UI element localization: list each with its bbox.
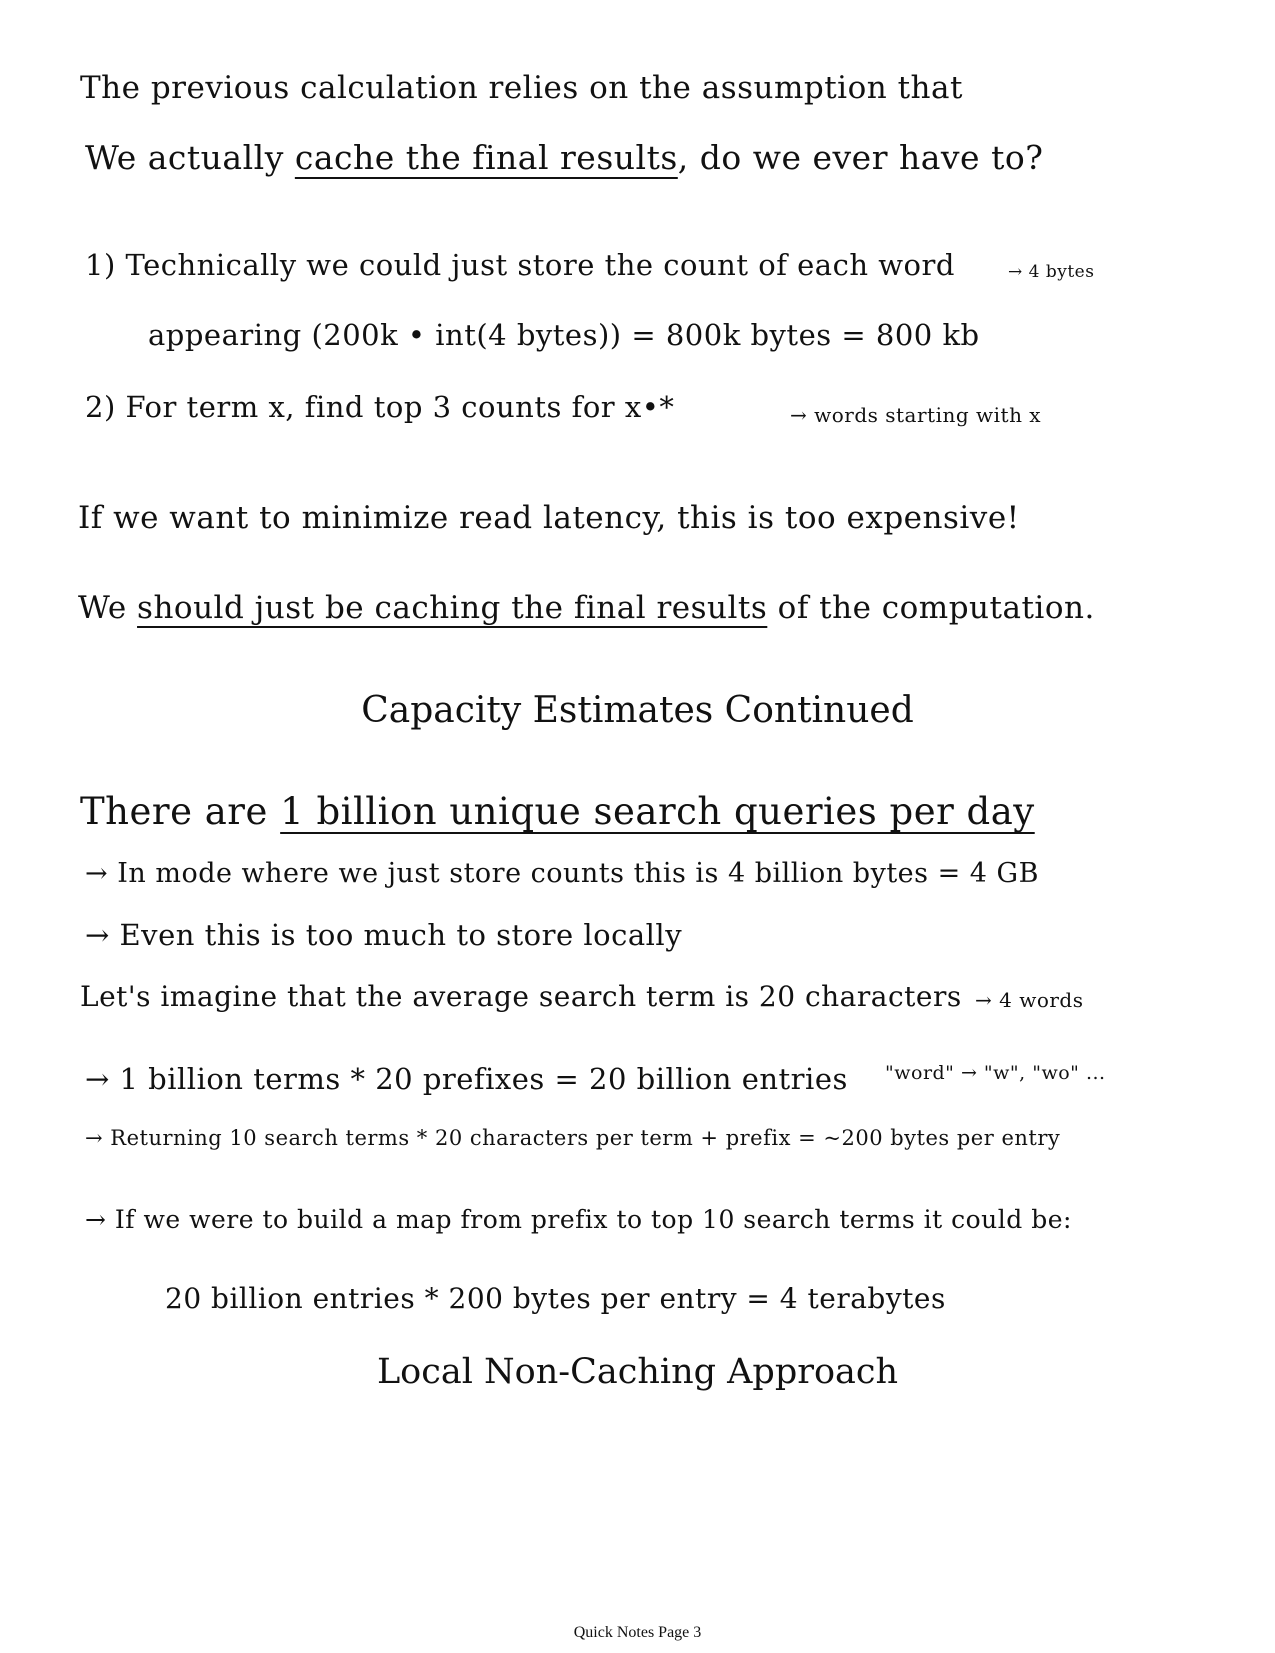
capacity-line-3: → Even this is too much to store locally [85, 918, 683, 952]
capacity-line-5: → 1 billion terms * 20 prefixes = 20 billion entries [85, 1062, 848, 1096]
caching-underlined: should just be caching the final results [137, 590, 768, 626]
intro-line-1: The previous calculation relies on the assumption that [80, 70, 963, 106]
page-footer: Quick Notes Page 3 [573, 1624, 702, 1641]
latency-line: If we want to minimize read latency, this is too expensive! [78, 500, 1020, 536]
capacity-line-4: Let's imagine that the average search term is 20 characters [80, 980, 962, 1013]
capacity-line-6: → Returning 10 search terms * 20 characters per term + prefix = ~200 bytes per entry [85, 1126, 1061, 1150]
item1-line-1: 1) Technically we could just store the count of each word [85, 248, 955, 282]
capacity-line-4-side: → 4 words [975, 988, 1084, 1012]
item2-side-note: → words starting with x [790, 403, 1042, 427]
caching-pre: We [78, 590, 138, 626]
capacity-line-1 [80, 790, 1035, 833]
capacity-line-7: → If we were to build a map from prefix to top 10 search terms it could be: [85, 1205, 1072, 1234]
item1-line-2: appearing (200k • int(4 bytes)) = 800k bytes = 800 kb [148, 318, 980, 352]
caching-post: of the computation. [767, 590, 1095, 626]
intro-line-2 [85, 138, 1043, 177]
intro-line-2-underlined: cache the final results [294, 138, 678, 177]
capacity-line-1-underlined: 1 billion unique search queries per day [280, 790, 1035, 833]
item1-side-note: → 4 bytes [1008, 262, 1095, 282]
capacity-line-8: 20 billion entries * 200 bytes per entry = 4 terabytes [165, 1282, 946, 1315]
intro-line-2-pre: We actually [85, 138, 295, 177]
heading-capacity-estimates: Capacity Estimates Continued [361, 690, 914, 731]
capacity-line-1-pre: There are [80, 790, 281, 833]
caching-line [78, 590, 1095, 626]
capacity-line-5-side: "word" → "w", "wo" ... [885, 1062, 1106, 1084]
item2-line: 2) For term x, find top 3 counts for x•* [85, 390, 675, 424]
heading-local-non-caching: Local Non-Caching Approach [376, 1352, 899, 1392]
capacity-line-2: → In mode where we just store counts this is 4 billion bytes = 4 GB [85, 858, 1039, 889]
intro-line-2-post: , do we ever have to? [677, 138, 1044, 177]
